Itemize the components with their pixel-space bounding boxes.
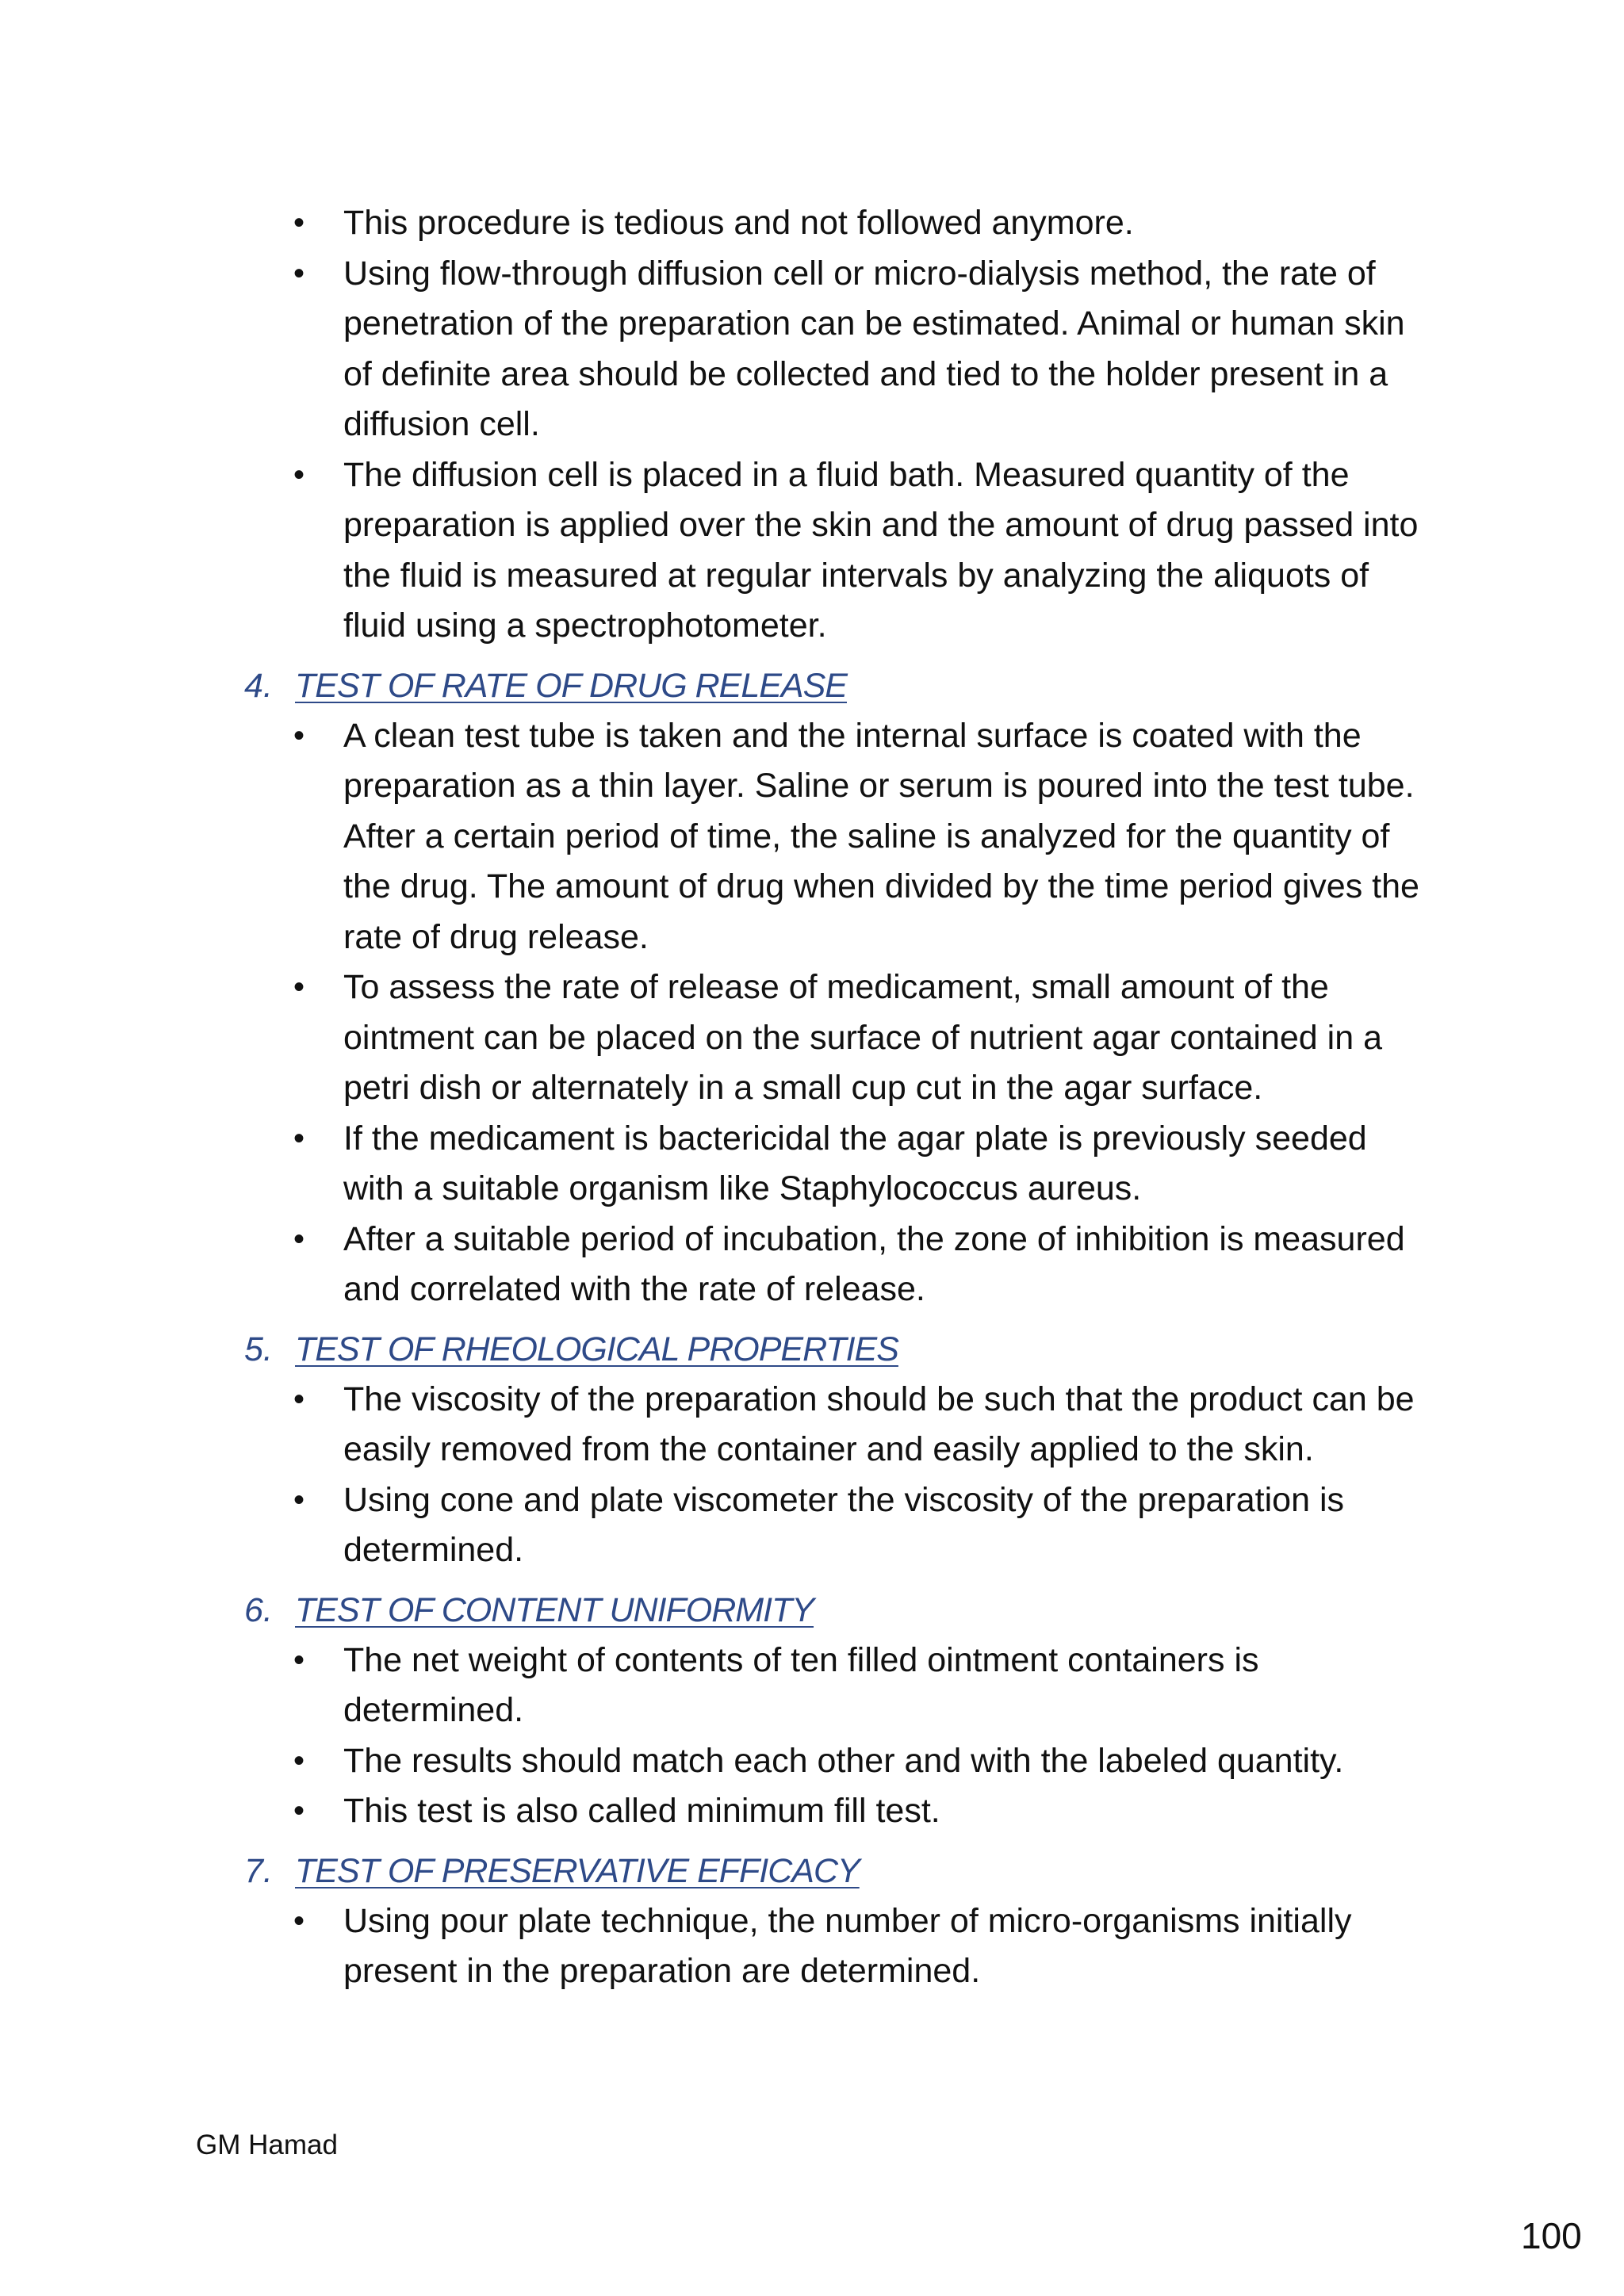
section-bullet-list: [0, 711, 1624, 1315]
section-preservative-efficacy: [0, 1846, 1624, 1997]
bullet-item: • This test is also called minimum fill test.: [0, 1786, 1430, 1837]
section-heading: [0, 1325, 1624, 1375]
section-drug-release: [0, 661, 1624, 1315]
bullet-item: • Using flow-through diffusion cell or micro-dialysis method, the rate of penetration of the preparation can be estimated. Animal or human skin of definite area should be collected and tied to the holder present in a diffusion cell.: [0, 249, 1430, 450]
section-title: TEST OF RHEOLOGICAL PROPERTIES: [295, 1330, 898, 1368]
section-number: 5.: [244, 1330, 273, 1368]
bullet-item: • To assess the rate of release of medicament, small amount of the ointment can be placed on the surface of nutrient agar contained in a petri dish or alternately in a small cup cut in the agar surface.: [0, 962, 1430, 1114]
bullet-item: • The viscosity of the preparation should be such that the product can be easily removed from the container and easily applied to the skin.: [0, 1375, 1430, 1475]
section-bullet-list: [0, 1636, 1624, 1837]
bullet-item: • This procedure is tedious and not followed anymore.: [0, 198, 1430, 249]
section-bullet-list: [0, 1896, 1624, 1997]
section-rheological-properties: [0, 1325, 1624, 1576]
section-heading: [0, 1846, 1624, 1896]
bullet-item: • Using cone and plate viscometer the viscosity of the preparation is determined.: [0, 1475, 1430, 1576]
bullet-item: • The diffusion cell is placed in a fluid bath. Measured quantity of the preparation is applied over the skin and the amount of drug passed into the fluid is measured at regular intervals by analyzing the aliquots of fluid using a spectrophotometer.: [0, 450, 1430, 652]
bullet-item: • The results should match each other and with the labeled quantity.: [0, 1736, 1430, 1787]
bullet-item: • The net weight of contents of ten filled ointment containers is determined.: [0, 1636, 1430, 1736]
bullet-item: • Using pour plate technique, the number of micro-organisms initially present in the preparation are determined.: [0, 1896, 1430, 1997]
section-title: TEST OF CONTENT UNIFORMITY: [295, 1590, 814, 1629]
bullet-item: • A clean test tube is taken and the internal surface is coated with the preparation as a thin layer. Saline or serum is poured into the test tube. After a certain period of time, the saline is analyzed for the quantity of the drug. The amount of drug when divided by the time period gives the rate of drug release.: [0, 711, 1430, 963]
section-bullet-list: [0, 1375, 1624, 1576]
intro-bullet-list: [0, 198, 1624, 652]
page-number: 100: [1521, 2215, 1582, 2256]
bullet-item: • If the medicament is bactericidal the agar plate is previously seeded with a suitable organism like Staphylococcus aureus.: [0, 1114, 1430, 1215]
footer-author: GM Hamad: [196, 2130, 338, 2160]
section-heading: [0, 661, 1624, 711]
section-number: 6.: [244, 1590, 273, 1629]
bullet-item: • After a suitable period of incubation, the zone of inhibition is measured and correlated with the rate of release.: [0, 1215, 1430, 1315]
section-content-uniformity: [0, 1586, 1624, 1837]
section-title: TEST OF RATE OF DRUG RELEASE: [295, 666, 847, 705]
section-number: 7.: [244, 1851, 273, 1890]
section-heading: [0, 1586, 1624, 1636]
section-title: TEST OF PRESERVATIVE EFFICACY: [295, 1851, 860, 1890]
section-number: 4.: [244, 666, 273, 705]
page-content: [0, 198, 1624, 1997]
